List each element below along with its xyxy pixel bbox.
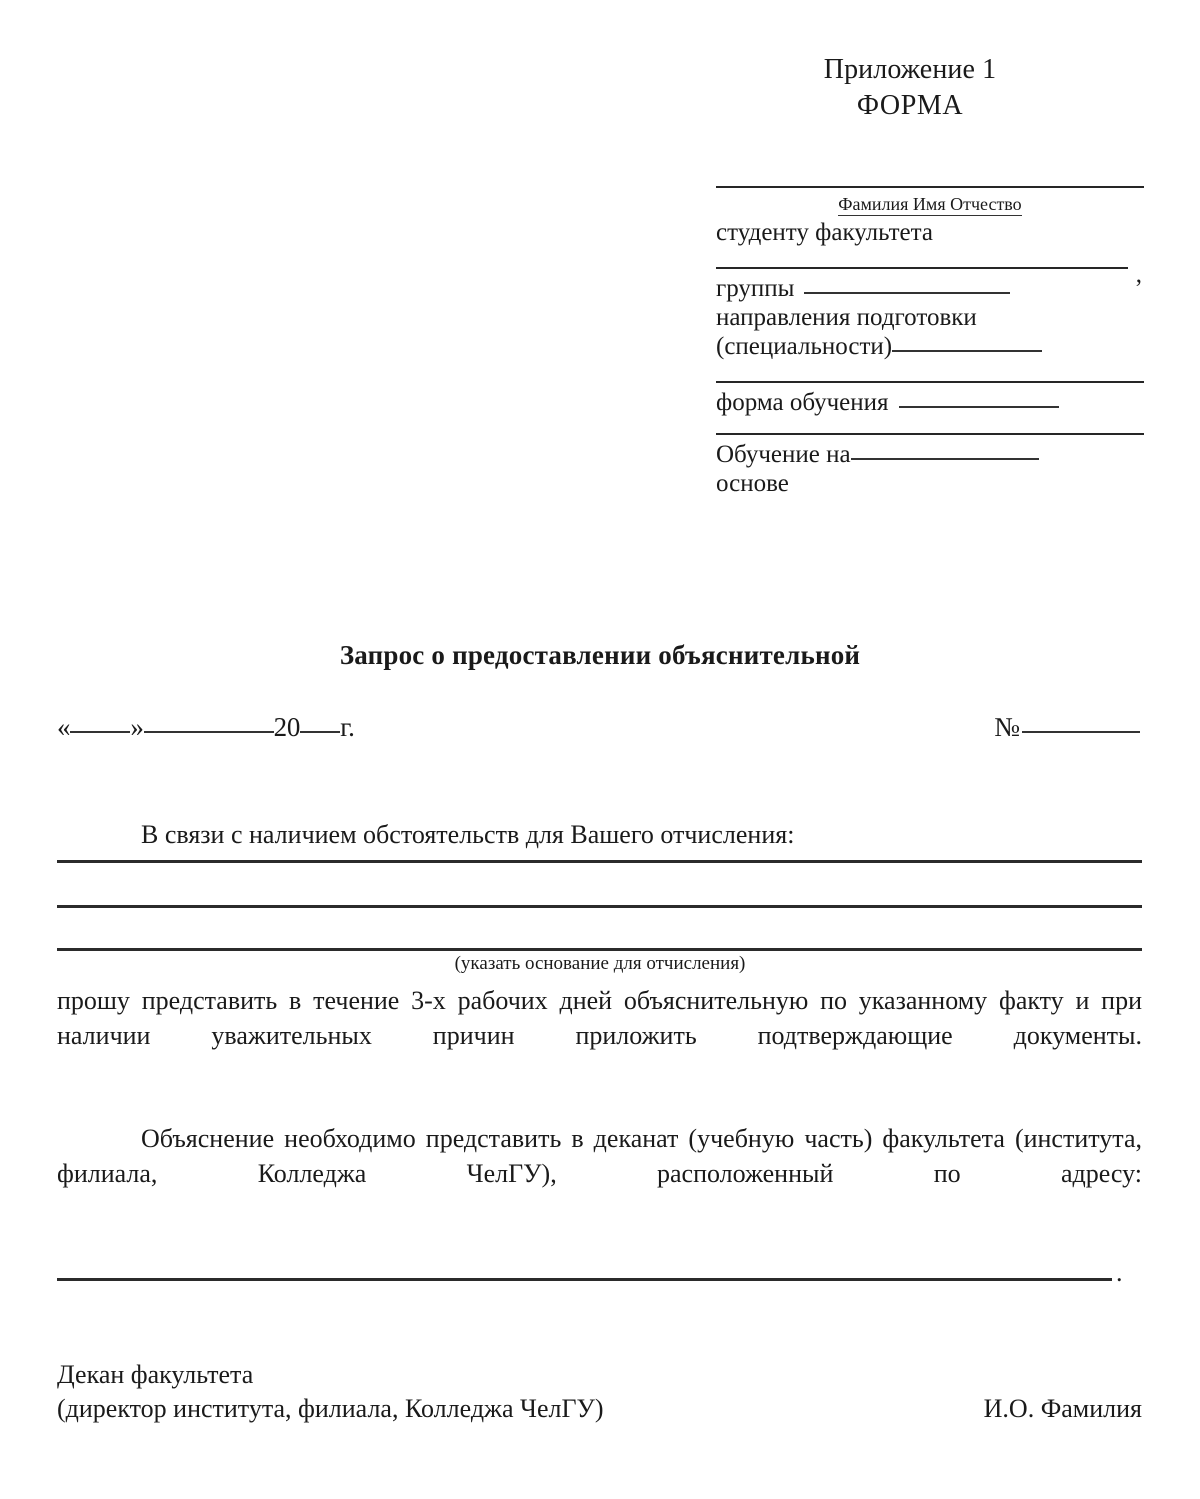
year-prefix: 20 xyxy=(273,712,301,742)
signatory-position-line-2: (директор института, филиала, Колледжа ЧелГУ) xyxy=(57,1394,604,1424)
faculty-rule-comma: , xyxy=(1135,260,1142,288)
fio-caption-text: Фамилия Имя Отчество xyxy=(838,194,1022,214)
fio-rule xyxy=(716,186,1144,188)
study-basis-line xyxy=(716,442,1144,467)
address-write-line[interactable] xyxy=(57,1278,1112,1281)
signature-block xyxy=(57,1358,1142,1427)
document-number-field xyxy=(994,712,1140,743)
study-form-line xyxy=(716,390,1144,415)
student-faculty-label: студенту факультета xyxy=(716,218,933,246)
study-basis-blank[interactable] xyxy=(851,458,1039,460)
reason-write-line-3[interactable] xyxy=(57,948,1142,951)
document-header xyxy=(680,52,1140,124)
study-basis-label: Обучение на xyxy=(716,440,851,468)
study-basis-rule xyxy=(716,433,1144,435)
reason-intro-text: В связи с наличием обстоятельств для Вашего отчисления: xyxy=(141,820,795,849)
reason-write-line-2[interactable] xyxy=(57,905,1142,908)
document-title: Запрос о предоставлении объяснительной xyxy=(339,640,861,670)
month-blank[interactable] xyxy=(144,731,274,733)
spacer xyxy=(716,415,1144,433)
quote-open: « xyxy=(57,712,71,742)
direction-line xyxy=(716,305,1144,330)
group-blank[interactable] xyxy=(804,292,1010,294)
appendix-label: Приложение 1 xyxy=(823,54,997,85)
year-suffix: г. xyxy=(340,712,355,742)
spacer xyxy=(716,359,1144,381)
specialty-blank[interactable] xyxy=(892,350,1042,352)
signatory-position-line-1: Декан факультета xyxy=(57,1360,254,1389)
study-form-rule xyxy=(716,381,1144,383)
paragraph-submission-last-line: адресу: xyxy=(1060,1158,1143,1188)
reason-write-line-1[interactable] xyxy=(57,860,1142,863)
signatory-row xyxy=(57,1392,1142,1426)
address-end-period: . xyxy=(1116,1258,1123,1287)
signatory-name-placeholder: И.О. Фамилия xyxy=(983,1394,1142,1424)
specialty-label: (специальности) xyxy=(716,332,893,360)
direction-label: направления подготовки xyxy=(716,303,977,331)
study-form-label: форма обучения xyxy=(716,388,889,416)
paragraph-submission xyxy=(57,1122,1142,1226)
document-number-blank[interactable] xyxy=(1022,731,1140,733)
group-line xyxy=(716,276,1144,301)
student-faculty-line xyxy=(716,220,1144,245)
paragraph-submission-text: Объяснение необходимо представить в деканат (учебную часть) факультета (института, филиала, Колледжа ЧелГУ), расположенный по xyxy=(57,1124,1142,1188)
paragraph-request-text: прошу представить в течение 3-х рабочих дней объяснительную по указанному факту и при наличии уважительных причин приложить xyxy=(57,986,1142,1050)
day-blank[interactable] xyxy=(70,731,130,733)
form-label: ФОРМА xyxy=(856,89,964,121)
study-basis-label-2: основе xyxy=(716,469,789,497)
number-sign: № xyxy=(994,712,1020,742)
date-field xyxy=(57,712,355,743)
group-label: группы xyxy=(716,274,795,302)
reason-caption: (указать основание для отчисления) xyxy=(454,953,746,974)
spacer xyxy=(716,245,1144,267)
fio-caption xyxy=(716,193,1144,216)
year-blank[interactable] xyxy=(300,731,340,733)
date-number-row xyxy=(57,712,1140,743)
study-basis-line-2 xyxy=(716,471,1144,496)
quote-close: » xyxy=(130,712,144,742)
study-form-blank[interactable] xyxy=(899,406,1059,408)
paragraph-request-last-line: подтверждающие документы. xyxy=(757,1020,1142,1050)
specialty-line xyxy=(716,334,1144,359)
paragraph-request xyxy=(57,984,1142,1088)
addressee-block xyxy=(716,186,1144,496)
